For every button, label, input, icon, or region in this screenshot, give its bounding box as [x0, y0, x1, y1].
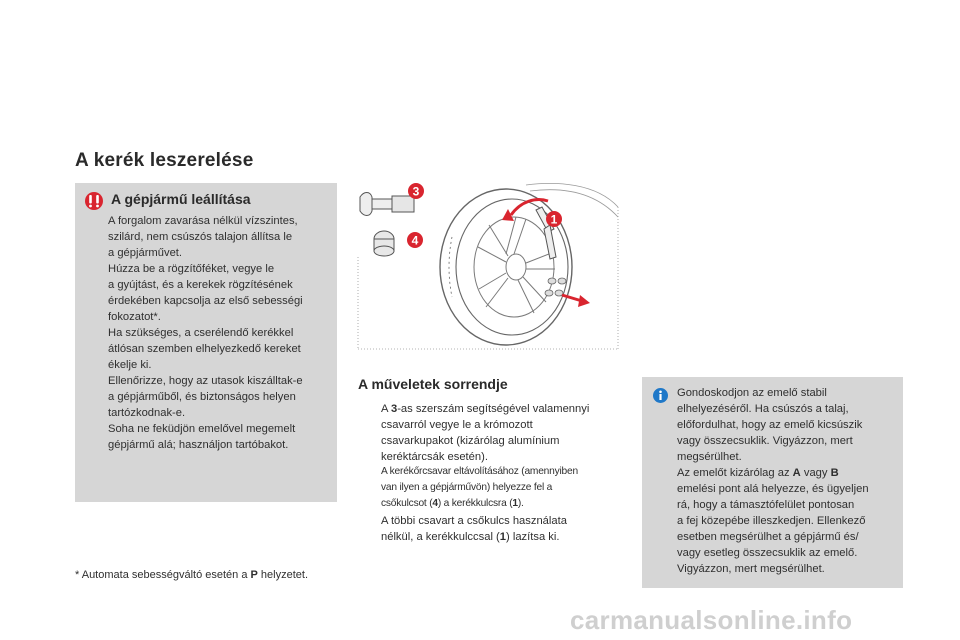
info-line: rá, hogy a támasztófelület pontosan: [677, 499, 855, 511]
warning-line: ékelje ki.: [108, 359, 152, 371]
warning-line: gépjármű alá; használjon tartóbakot.: [108, 439, 289, 451]
removal-arrow: [562, 295, 582, 301]
callout-4: [407, 232, 423, 248]
info-box: [642, 377, 903, 588]
rim: [474, 217, 555, 317]
page-title: A kerék leszerelése: [75, 150, 254, 171]
callout-3-label: 3: [412, 184, 420, 199]
warning-line: a gépjárműből, és biztonságos helyen: [108, 391, 296, 403]
warning-line: Ellenőrizze, hogy az utasok kiszálltak-e: [108, 375, 303, 387]
warning-line: a gyújtást, és a kerekek rögzítésének: [108, 279, 293, 291]
warning-line: A forgalom zavarása nélkül vízszintes,: [108, 215, 298, 227]
info-line: a fej közepébe illeszkedjen. Ellenkező: [677, 515, 866, 527]
lift-point-a: A: [792, 467, 801, 479]
step-line: [381, 529, 567, 545]
callout-4-label: 4: [411, 233, 419, 248]
removed-bolts: [545, 278, 566, 296]
warning-line: tartózkodnak-e.: [108, 407, 186, 419]
footnote-suffix: helyzetet.: [257, 569, 308, 581]
removal-arrow-head: [578, 295, 590, 307]
watermark: carmanualsonline.info: [570, 605, 853, 635]
step-ref: 1: [512, 498, 518, 509]
step-ref: 4: [432, 498, 438, 509]
warning-line: a gépjárművet.: [108, 247, 183, 259]
warning-body: [108, 213, 333, 453]
info-body: [677, 385, 899, 577]
step-text: csőkulcsot (: [381, 498, 433, 509]
info-line: előfordulhat, hogy az emelő kicsúszik: [677, 419, 863, 431]
warning-line: Ha szükséges, a cserélendő kerékkel: [108, 327, 294, 339]
info-text: Az emelőt kizárólag az: [677, 467, 793, 479]
step-line: csavarról vegye le a krómozott: [381, 419, 533, 431]
info-line: vagy esetleg összecsuklik az emelő.: [677, 547, 858, 559]
step-line: [381, 496, 578, 512]
step-text: -as szerszám segítségével valamennyi: [397, 403, 590, 415]
step-line: [381, 401, 589, 417]
step-text: ) a kerékkulcsra (: [437, 498, 513, 509]
wheel-removal-illustration: [356, 177, 620, 357]
info-text: vagy: [800, 467, 831, 479]
footnote-bold: P: [250, 569, 258, 581]
warning-line: érdekében kapcsolja az első sebességi: [108, 295, 303, 307]
warning-line: Soha ne feküdjön emelővel megemelt: [108, 423, 296, 435]
callout-1-label: 1: [550, 212, 558, 227]
warning-line: átlósan szemben elhelyezkedő kereket: [108, 343, 301, 355]
info-line: emelési pont alá helyezze, és ügyeljen: [677, 483, 869, 495]
operations-title: A műveletek sorrendje: [358, 376, 508, 392]
warning-title: A gépjármű leállítása: [111, 191, 251, 207]
step-ref: 3: [390, 403, 398, 415]
lift-point-b: B: [830, 467, 839, 479]
info-line: vagy összecsuklik. Vigyázzon, mert: [677, 435, 853, 447]
footnote-prefix: * Automata sebességváltó esetén a: [75, 569, 251, 581]
callout-1: [546, 211, 562, 227]
step-text: ).: [517, 498, 524, 509]
info-line: Vigyázzon, mert megsérülhet.: [677, 563, 825, 575]
info-line: esetben megsérülhet a gépjármű és/: [677, 531, 859, 543]
warning-exclamation-icon: [83, 191, 105, 211]
warning-box: [75, 183, 337, 502]
step-ref: 1: [499, 531, 506, 543]
footnote: [75, 569, 308, 581]
step-line: csavarkupakot (kizárólag alumínium: [381, 435, 560, 447]
step-line: keréktárcsák esetén).: [381, 451, 488, 463]
warning-line: fokozatot*.: [108, 311, 161, 323]
step-text: nélkül, a kerékkulccsal (: [381, 531, 500, 543]
warning-line: szilárd, nem csúszós talajon állítsa le: [108, 231, 293, 243]
info-line: elhelyezéséről. Ha csúszós a talaj,: [677, 403, 849, 415]
callout-3: [408, 183, 424, 199]
step-line: van ilyen a gépjárművön) helyezze fel a: [381, 482, 553, 493]
step-line: A kerékőrcsavar eltávolításához (amennyiben: [381, 466, 578, 477]
step-line: A többi csavart a csőkulcs használata: [381, 515, 567, 527]
info-line: megsérülhet.: [677, 451, 742, 463]
step-text: ) lazítsa ki.: [506, 531, 560, 543]
warning-line: Húzza be a rögzítőféket, vegye le: [108, 263, 275, 275]
step-text: A: [381, 403, 391, 415]
anti-theft-socket: [374, 231, 394, 256]
info-icon: [653, 388, 668, 403]
info-line: Gondoskodjon az emelő stabil: [677, 387, 827, 399]
info-line: [677, 465, 899, 481]
socket-tool: [360, 193, 414, 216]
